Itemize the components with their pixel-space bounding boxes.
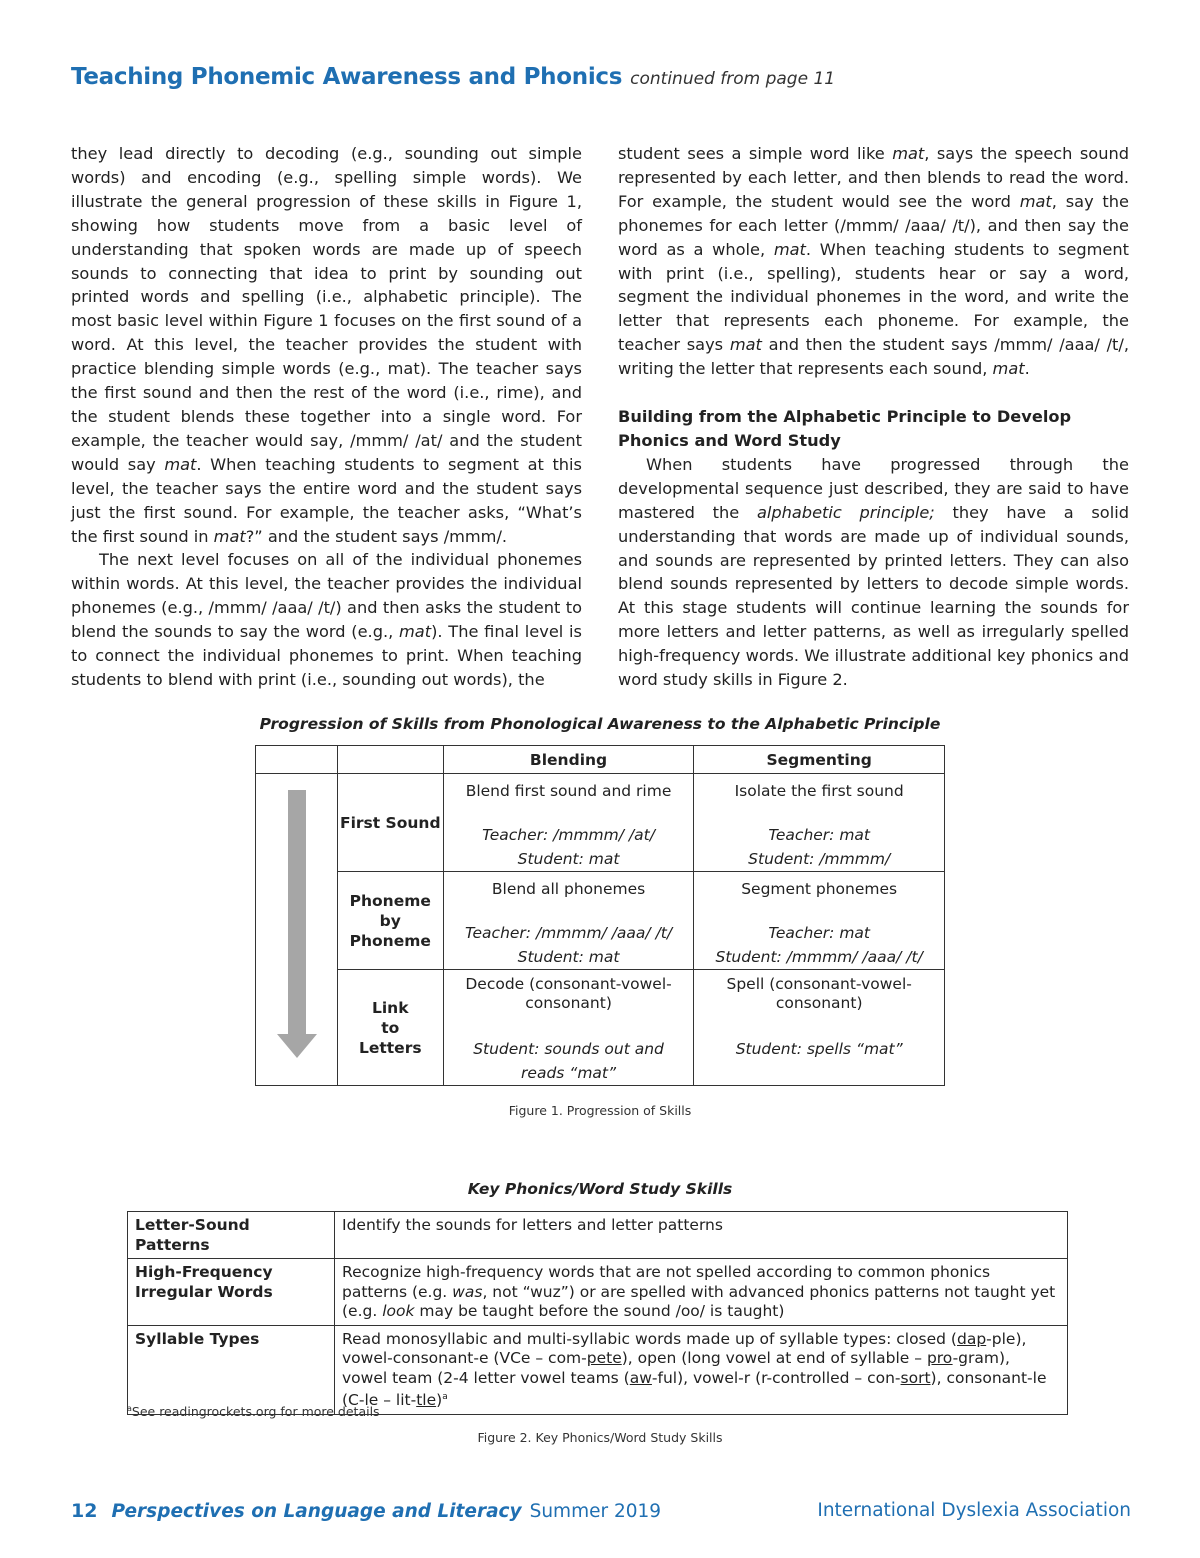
row-label-letter-sound: Letter-Sound Patterns <box>128 1212 335 1259</box>
cell-decode: Decode (consonant-vowel- consonant) Student: sounds out and reads “mat” <box>443 970 694 1086</box>
article-title: Teaching Phonemic Awareness and Phonics <box>71 64 623 90</box>
progression-arrow-cell <box>256 774 338 1086</box>
down-arrow-icon <box>256 774 338 1082</box>
page-footer <box>71 1500 1131 1522</box>
paragraph: they lead directly to decoding (e.g., sounding out simple words) and encoding (e.g., spelling simple words). We illustrate the general progression of these skills in Figure 1, showing how students move from a basic level of understanding that spoken words are made up of speech sounds to connecting that idea to print by sounding out printed words and spelling (i.e., alphabetic principle). The most basic level within Figure 1 focuses on the first sound of a word. At this level, the teacher provides the student with practice blending simple words (e.g., mat). The teacher says the first sound and then the rest of the word (i.e., rime), and the student blends these together into a single word. For example, the teacher would say, /mmm/ /at/ and the student would say mat. When teaching students to segment at this level, the teacher says the entire word and the student says just the first sound. For example, the teacher asks, “What’s the first sound in mat?” and the student says /mmm/. <box>71 144 582 546</box>
organization-name: International Dyslexia Association <box>817 1500 1131 1521</box>
row-text-letter-sound: Identify the sounds for letters and letter patterns <box>335 1212 1068 1259</box>
issue-label: Summer 2019 <box>529 1501 662 1522</box>
paragraph: When students have progressed through the developmental sequence just described, they are said to have mastered the alphabetic principle; they have a solid understanding that words are made up of individual sounds, and sounds are represented by printed letters. They can also blend sounds represented by letters to decode simple words. At this stage students will continue learning the sounds for more letters and letter patterns, as well as irregularly spelled high-frequency words. We illustrate additional key phonics and word study skills in Figure 2. <box>618 454 1129 690</box>
row-label-high-frequency: High-Frequency Irregular Words <box>128 1259 335 1326</box>
left-column <box>71 142 582 692</box>
cell-blend-first-sound: Blend first sound and rime Teacher: /mmmm/ /at/ Student: mat <box>443 774 694 872</box>
figure2-title: Key Phonics/Word Study Skills <box>467 1180 733 1198</box>
figure1-title: Progression of Skills from Phonological Awareness to the Alphabetic Principle <box>259 715 941 733</box>
journal-name: Perspectives on Language and Literacy <box>111 1501 522 1522</box>
cell-blend-phonemes: Blend all phonemes Teacher: /mmmm/ /aaa/ /t/ Student: mat <box>443 872 694 970</box>
figure2-table <box>127 1211 1068 1415</box>
figure1-table <box>255 745 945 1086</box>
cell-segment-phonemes: Segment phonemes Teacher: mat Student: /mmmm/ /aaa/ /t/ <box>694 872 945 970</box>
table-corner <box>337 746 443 774</box>
header-segmenting: Segmenting <box>694 746 945 774</box>
paragraph: The next level focuses on all of the individual phonemes within words. At this level, the teacher provides the individual phonemes (e.g., /mmm/ /aaa/ /t/) and then asks the student to blend the sounds to say the word (e.g., mat). The final level is to connect the individual phonemes to print. When teaching students to blend with print (i.e., sounding out words), the <box>71 550 582 689</box>
row-text-high-frequency: Recognize high-frequency words that are not spelled according to common phonics patterns (e.g. was, not “wuz”) or are spelled with advanced phonics patterns not taught yet (e.g. look may be taught before the sound /oo/ is taught) <box>335 1259 1068 1326</box>
continued-note: continued from page 11 <box>630 69 836 89</box>
cell-spell: Spell (consonant-vowel- consonant) Student: spells “mat” <box>694 970 945 1086</box>
section-heading: Building from the Alphabetic Principle to Develop Phonics and Word Study <box>618 407 1072 450</box>
cell-segment-first-sound: Isolate the first sound Teacher: mat Student: /mmmm/ <box>694 774 945 872</box>
right-column <box>618 142 1129 692</box>
page-header <box>71 64 1131 90</box>
row-label-link-to-letters: Link to Letters <box>337 970 443 1086</box>
row-label-first-sound: First Sound <box>337 774 443 872</box>
table-corner <box>256 746 338 774</box>
figure2-caption: Figure 2. Key Phonics/Word Study Skills <box>477 1430 723 1445</box>
page-number: 12 <box>71 1500 98 1522</box>
paragraph: student sees a simple word like mat, says the speech sound represented by each letter, and then blends to read the word. For example, the student would see the word mat, say the phonemes for each letter (/mmm/ /aaa/ /t/), and then say the word as a whole, mat. When teaching students to segment with print (i.e., spelling), students hear or say a word, segment the individual phonemes in the word, and write the letter that represents each phoneme. For example, the teacher says mat and then the student says /mmm/ /aaa/ /t/, writing the letter that represents each sound, mat. <box>618 144 1130 379</box>
row-label-phoneme-by-phoneme: Phoneme by Phoneme <box>337 872 443 970</box>
row-text-syllable-types: Read monosyllabic and multi-syllabic words made up of syllable types: closed (dap-ple), vowel-consonant-e (VCe – com-pete), open (long vowel at end of syllable – pro-gram), vowel team (2-4 letter vowel teams (aw-ful), vowel-r (r-controlled – con-sort), consonant-le (C-le – lit-tle)$^a$ <box>335 1325 1068 1414</box>
figure1-caption: Figure 1. Progression of Skills <box>508 1103 692 1118</box>
footnote: $^a$See readingrockets.org for more details <box>127 1404 380 1420</box>
row-label-syllable-types: Syllable Types <box>128 1325 335 1414</box>
header-blending: Blending <box>443 746 694 774</box>
